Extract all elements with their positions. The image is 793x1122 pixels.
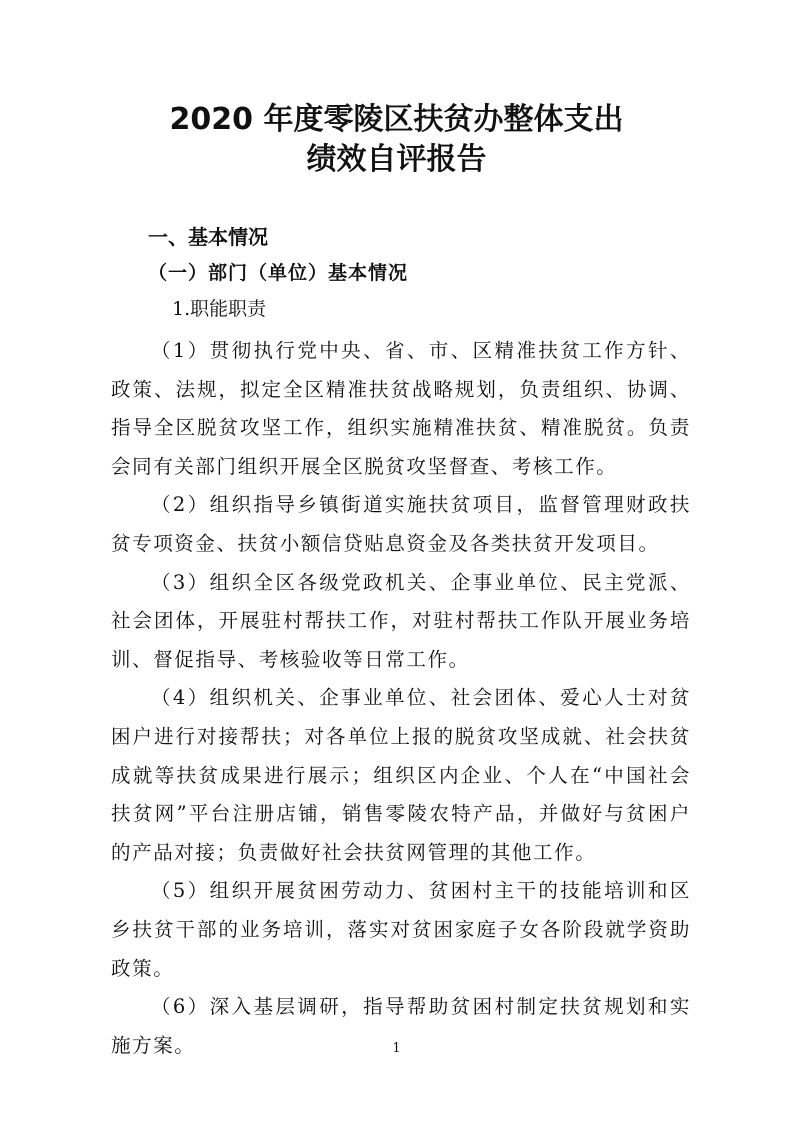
page-number: 1 xyxy=(392,1041,401,1056)
paragraph-2: （2）组织指导乡镇街道实施扶贫项目，监督管理财政扶贫专项资金、扶贫小额信贷贴息资金及各类扶贫开发项目。 xyxy=(111,493,691,555)
subsection-heading-department-info: （一）部门（单位）基本情况 xyxy=(148,262,409,284)
item-heading-functions: 1.职能职责 xyxy=(172,298,267,320)
paragraph-1: （1）贯彻执行党中央、省、市、区精准扶贫工作方针、政策、法规，拟定全区精准扶贫战略规划，负责组织、协调、指导全区脱贫攻坚工作，组织实施精准扶贫、精准脱贫。负责会同有关部门组织开展全区脱贫攻坚督查、考核工作。 xyxy=(111,339,691,478)
document-title-line-1: 2020 年度零陵区扶贫办整体支出 xyxy=(169,102,624,137)
section-heading-basic-info: 一、基本情况 xyxy=(148,225,268,249)
document-title-line-2: 绩效自评报告 xyxy=(306,142,487,177)
paragraph-4: （4）组织机关、企事业单位、社会团体、爱心人士对贫困户进行对接帮扶；对各单位上报的脱贫攻坚成就、社会扶贫成就等扶贫成果进行展示；组织区内企业、个人在“中国社会扶贫网”平台注册店铺，销售零陵农特产品，并做好与贫困户的产品对接；负责做好社会扶贫网管理的其他工作。 xyxy=(111,686,691,864)
paragraph-5: （5）组织开展贫困劳动力、贫困村主干的技能培训和区乡扶贫干部的业务培训，落实对贫困家庭子女各阶段就学资助政策。 xyxy=(111,879,691,980)
paragraph-6: （6）深入基层调研，指导帮助贫困村制定扶贫规划和实施方案。 xyxy=(111,995,691,1057)
paragraph-3: （3）组织全区各级党政机关、企事业单位、民主党派、社会团体，开展驻村帮扶工作，对驻村帮扶工作队开展业务培训、督促指导、考核验收等日常工作。 xyxy=(111,570,691,671)
document-body xyxy=(111,332,691,1065)
